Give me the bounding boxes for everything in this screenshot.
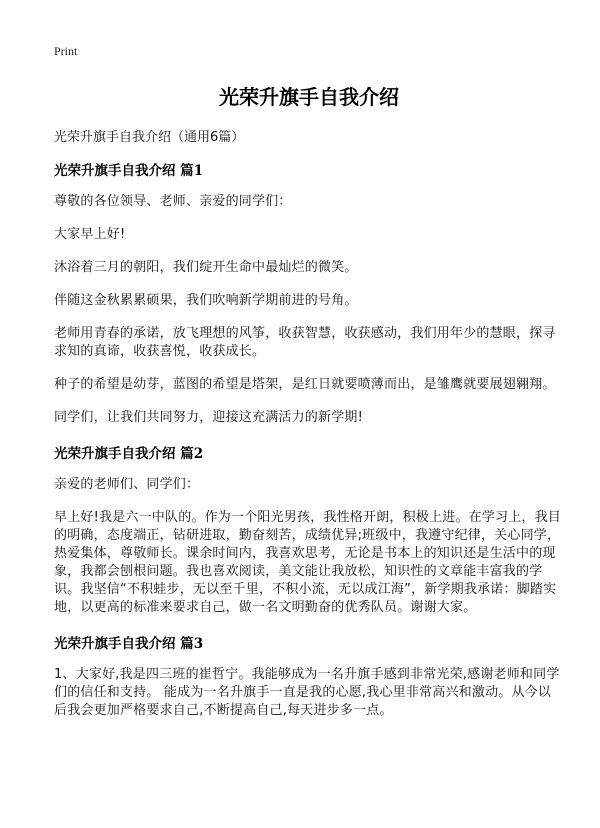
paragraph: 种子的希望是幼芽，蓝图的希望是塔架，是红日就要喷薄而出，是雏鹰就要展翅翱翔。 — [54, 377, 556, 392]
section-heading: 光荣升旗手自我介绍 篇2 — [54, 446, 204, 462]
print-label: Print — [54, 44, 78, 58]
section-2 — [54, 442, 564, 617]
section-1 — [54, 159, 564, 427]
paragraph: 早上好!我是六一中队的。作为一个阳光男孩，我性格开朗，积极上进。在学习上，我目的明确，态度端正，钻研进取，勤奋刻苦，成绩优异;班级中，我遵守纪律，关心同学，热爱集体，尊敬师长。课余时间内，我喜欢思考，无论是书本上的知识还是生活中的现象，我都会刨根问题。我也喜欢阅读，美文能让我放松，知识性的文章能丰富我的学识。我坚信“不积蛙步，无以至千里，不积小流，无以成江海”，新学期我承诺：脚踏实地，以更高的标准来要求自己，做一名文明勤奋的优秀队员。谢谢大家。 — [54, 510, 562, 615]
paragraph: 老师用青春的承诺，放飞理想的风筝，收获智慧，收获感动，我们用年少的慧眼，探寻求知的真谛，收获喜悦，收获成长。 — [54, 326, 556, 359]
paragraph: 沐浴着三月的朝阳，我们绽开生命中最灿烂的微笑。 — [54, 260, 358, 275]
section-heading: 光荣升旗手自我介绍 篇1 — [54, 163, 204, 179]
paragraph: 1、大家好,我是四三班的崔哲宁。我能够成为一名升旗手感到非常光荣,感谢老师和同学们的信任和支持。 能成为一名升旗手一直是我的心愿,我心里非常高兴和激动。从今以后我会更加严格要求自己,不断提高自己,每天进步多一点。 — [54, 667, 560, 718]
section-heading: 光荣升旗手自我介绍 篇3 — [54, 636, 204, 652]
paragraph: 亲爱的老师们、同学们： — [54, 477, 200, 492]
document-subtitle: 光荣升旗手自我介绍（通用6篇） — [54, 130, 245, 145]
section-3 — [54, 632, 564, 720]
paragraph: 同学们，让我们共同努力，迎接这充满活力的新学期! — [54, 410, 364, 425]
paragraph: 伴随这金秋累累硕果，我们吹响新学期前进的号角。 — [54, 293, 358, 308]
paragraph: 大家早上好! — [54, 227, 126, 242]
paragraph: 尊敬的各位领导、老师、亲爱的同学们： — [54, 194, 292, 209]
document-title: 光荣升旗手自我介绍 — [219, 85, 399, 109]
